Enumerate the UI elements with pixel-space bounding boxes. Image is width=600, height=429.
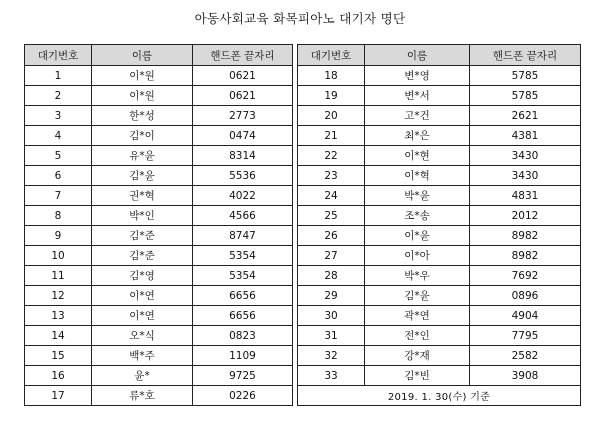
- cell-number: 22: [298, 146, 365, 166]
- cell-name: 박*윤: [365, 186, 470, 206]
- table-row: [298, 206, 581, 226]
- cell-number: 6: [25, 166, 92, 186]
- table-row: [298, 126, 581, 146]
- table-row: [298, 266, 581, 286]
- cell-number: 3: [25, 106, 92, 126]
- document-title: 아동사회교육 화목피아노 대기자 명단: [194, 11, 406, 26]
- cell-name: 한*성: [92, 106, 193, 126]
- cell-number: 23: [298, 166, 365, 186]
- cell-phone: 4381: [470, 126, 581, 146]
- cell-phone: 4904: [470, 306, 581, 326]
- table-row: [298, 66, 581, 86]
- table-row: [25, 286, 293, 306]
- table-row: [298, 366, 581, 386]
- cell-number: 26: [298, 226, 365, 246]
- cell-number: 20: [298, 106, 365, 126]
- cell-name: 박*우: [365, 266, 470, 286]
- table-row: [25, 186, 293, 206]
- cell-phone: 0474: [193, 126, 293, 146]
- waitlist-table-left: [24, 44, 293, 406]
- table-row: [25, 146, 293, 166]
- cell-number: 29: [298, 286, 365, 306]
- cell-name: 박*인: [92, 206, 193, 226]
- cell-name: 김*윤: [365, 286, 470, 306]
- cell-phone: 6656: [193, 286, 293, 306]
- cell-number: 7: [25, 186, 92, 206]
- cell-phone: 3430: [470, 146, 581, 166]
- cell-name: 김*준: [92, 246, 193, 266]
- cell-name: 조*송: [365, 206, 470, 226]
- cell-number: 5: [25, 146, 92, 166]
- cell-number: 8: [25, 206, 92, 226]
- cell-name: 이*윤: [365, 226, 470, 246]
- cell-phone: 4566: [193, 206, 293, 226]
- cell-number: 18: [298, 66, 365, 86]
- cell-number: 24: [298, 186, 365, 206]
- cell-name: 유*윤: [92, 146, 193, 166]
- header-row: [25, 45, 293, 66]
- table-row: [25, 86, 293, 106]
- cell-name: 권*혁: [92, 186, 193, 206]
- cell-phone: 5536: [193, 166, 293, 186]
- cell-phone: 7692: [470, 266, 581, 286]
- cell-number: 4: [25, 126, 92, 146]
- table-row: [298, 326, 581, 346]
- cell-phone: 2582: [470, 346, 581, 366]
- waitlist-table-right: [297, 44, 581, 406]
- cell-name: 이*아: [365, 246, 470, 266]
- cell-phone: 8314: [193, 146, 293, 166]
- table-row: [25, 266, 293, 286]
- cell-name: 곽*연: [365, 306, 470, 326]
- cell-phone: 4022: [193, 186, 293, 206]
- table-row: [25, 326, 293, 346]
- cell-phone: 3908: [470, 366, 581, 386]
- cell-name: 전*인: [365, 326, 470, 346]
- cell-phone: 0226: [193, 386, 293, 406]
- cell-name: 김*이: [92, 126, 193, 146]
- cell-number: 11: [25, 266, 92, 286]
- table-row: [298, 246, 581, 266]
- table-row: [298, 226, 581, 246]
- table-row: [298, 186, 581, 206]
- cell-name: 김*빈: [365, 366, 470, 386]
- cell-phone: 2012: [470, 206, 581, 226]
- cell-name: 이*연: [92, 286, 193, 306]
- cell-name: 변*영: [365, 66, 470, 86]
- cell-phone: 2621: [470, 106, 581, 126]
- cell-name: 이*현: [365, 146, 470, 166]
- cell-phone: 6656: [193, 306, 293, 326]
- cell-name: 김*준: [92, 226, 193, 246]
- cell-number: 13: [25, 306, 92, 326]
- header-number: 대기번호: [298, 45, 365, 66]
- table-row: [25, 366, 293, 386]
- table-row: [25, 206, 293, 226]
- cell-number: 17: [25, 386, 92, 406]
- table-row: [25, 346, 293, 366]
- waitlist-body-left: [25, 66, 293, 406]
- cell-phone: 7795: [470, 326, 581, 346]
- cell-number: 9: [25, 226, 92, 246]
- cell-number: 19: [298, 86, 365, 106]
- cell-name: 이*원: [92, 66, 193, 86]
- cell-phone: 9725: [193, 366, 293, 386]
- header-name: 이름: [92, 45, 193, 66]
- cell-number: 21: [298, 126, 365, 146]
- cell-name: 김*윤: [92, 166, 193, 186]
- table-row: [25, 246, 293, 266]
- cell-name: 오*식: [92, 326, 193, 346]
- cell-name: 고*건: [365, 106, 470, 126]
- cell-number: 31: [298, 326, 365, 346]
- cell-phone: 0896: [470, 286, 581, 306]
- cell-phone: 4831: [470, 186, 581, 206]
- cell-name: 백*주: [92, 346, 193, 366]
- table-row: [298, 306, 581, 326]
- cell-number: 15: [25, 346, 92, 366]
- cell-phone: 5785: [470, 86, 581, 106]
- table-row: [25, 226, 293, 246]
- cell-name: 김*영: [92, 266, 193, 286]
- table-row: [298, 286, 581, 306]
- cell-phone: 5354: [193, 266, 293, 286]
- cell-name: 최*은: [365, 126, 470, 146]
- cell-name: 강*재: [365, 346, 470, 366]
- table-row: [298, 146, 581, 166]
- cell-phone: 3430: [470, 166, 581, 186]
- cell-number: 12: [25, 286, 92, 306]
- cell-phone: 0621: [193, 66, 293, 86]
- cell-name: 류*호: [92, 386, 193, 406]
- cell-number: 25: [298, 206, 365, 226]
- header-phone: 핸드폰 끝자리: [470, 45, 581, 66]
- cell-number: 10: [25, 246, 92, 266]
- header-name: 이름: [365, 45, 470, 66]
- header-phone: 핸드폰 끝자리: [193, 45, 293, 66]
- table-row: [298, 166, 581, 186]
- reference-date-note: 2019. 1. 30(수) 기준: [298, 386, 581, 406]
- table-row: [298, 346, 581, 366]
- cell-phone: 8982: [470, 226, 581, 246]
- cell-phone: 5354: [193, 246, 293, 266]
- table-row: [25, 306, 293, 326]
- table-row: [298, 106, 581, 126]
- table-row: [25, 386, 293, 406]
- cell-phone: 5785: [470, 66, 581, 86]
- table-row: [25, 106, 293, 126]
- table-row: [298, 86, 581, 106]
- cell-name: 이*연: [92, 306, 193, 326]
- cell-number: 1: [25, 66, 92, 86]
- cell-number: 2: [25, 86, 92, 106]
- header-row: [298, 45, 581, 66]
- cell-phone: 0823: [193, 326, 293, 346]
- cell-number: 14: [25, 326, 92, 346]
- cell-phone: 1109: [193, 346, 293, 366]
- cell-name: 이*원: [92, 86, 193, 106]
- table-row: [25, 66, 293, 86]
- cell-name: 변*서: [365, 86, 470, 106]
- cell-number: 30: [298, 306, 365, 326]
- table-row: [25, 166, 293, 186]
- note-row: [298, 386, 581, 406]
- cell-number: 28: [298, 266, 365, 286]
- cell-phone: 8982: [470, 246, 581, 266]
- cell-number: 32: [298, 346, 365, 366]
- header-number: 대기번호: [25, 45, 92, 66]
- cell-number: 16: [25, 366, 92, 386]
- cell-phone: 2773: [193, 106, 293, 126]
- cell-phone: 0621: [193, 86, 293, 106]
- waitlist-body-right: [298, 66, 581, 386]
- cell-phone: 8747: [193, 226, 293, 246]
- cell-number: 33: [298, 366, 365, 386]
- cell-name: 윤*: [92, 366, 193, 386]
- cell-number: 27: [298, 246, 365, 266]
- cell-name: 이*혁: [365, 166, 470, 186]
- table-row: [25, 126, 293, 146]
